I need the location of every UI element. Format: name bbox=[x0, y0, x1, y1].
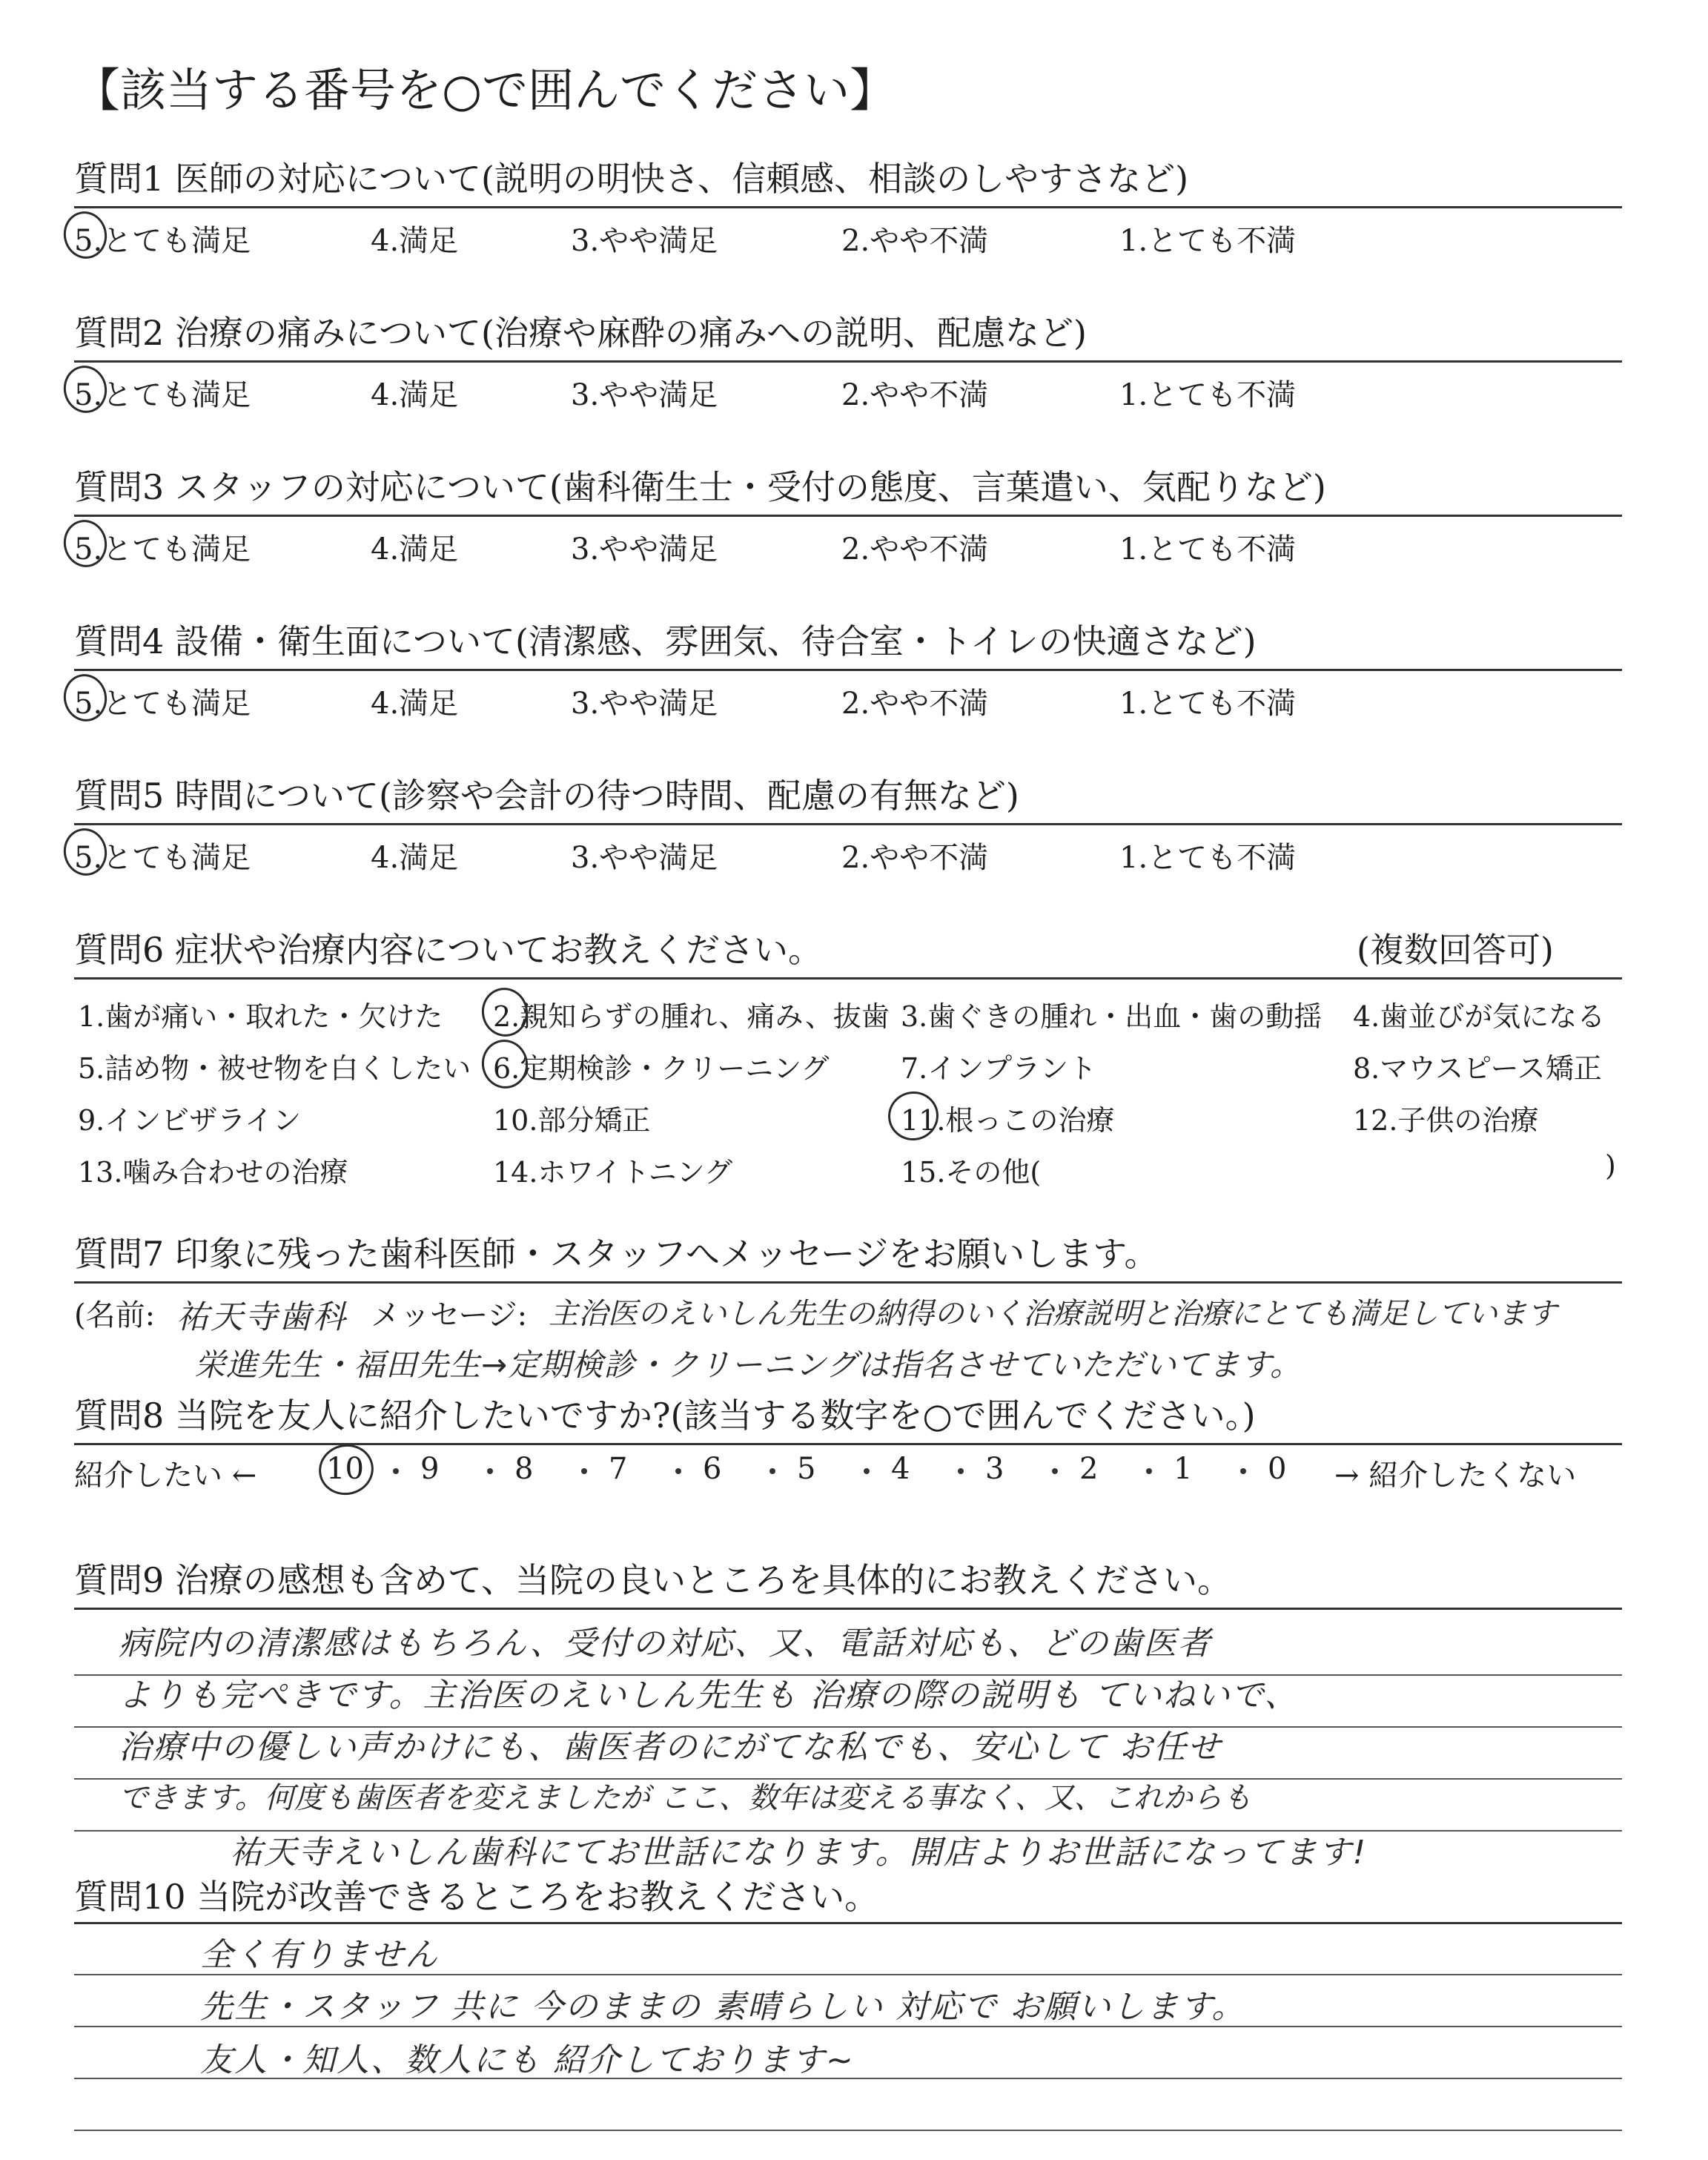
q3-option-1[interactable]: 1.とても不満 bbox=[1119, 532, 1297, 567]
q7-heading: 質問7 印象に残った歯科医師・スタッフへメッセージをお願いします。 bbox=[74, 1234, 1159, 1274]
q2-rule bbox=[74, 360, 1622, 363]
q3-rule bbox=[74, 515, 1622, 517]
q8-scale-1[interactable]: 1 bbox=[1174, 1452, 1193, 1486]
q8-scale-3[interactable]: 3 bbox=[985, 1452, 1004, 1486]
q8-scale-separator bbox=[581, 1468, 587, 1474]
q6-item-1[interactable]: 1.歯が痛い・取れた・欠けた bbox=[78, 1000, 443, 1033]
q6-item-10[interactable]: 10.部分矯正 bbox=[493, 1104, 651, 1137]
q1-option-3[interactable]: 3.やや満足 bbox=[571, 224, 718, 258]
q8-scale-7[interactable]: 7 bbox=[609, 1452, 628, 1486]
q6-other-close-paren: ) bbox=[1605, 1149, 1616, 1182]
q6-item-2[interactable]: 2.親知らずの腫れ、痛み、抜歯 bbox=[493, 1000, 890, 1033]
q5-option-4[interactable]: 4.満足 bbox=[371, 841, 459, 875]
q4-option-5[interactable]: 5.とても満足 bbox=[74, 687, 251, 721]
q5-option-1[interactable]: 1.とても不満 bbox=[1119, 841, 1297, 875]
q3-option-2[interactable]: 2.やや不満 bbox=[841, 532, 989, 567]
q9-answer-line-1: 病院内の清潔感はもちろん、受付の対応、又、電話対応も、どの歯医者 bbox=[119, 1625, 1212, 1662]
q4-rule bbox=[74, 669, 1622, 671]
q6-item-9[interactable]: 9.インビザライン bbox=[78, 1104, 302, 1137]
q8-right-label: → 紹介したくない bbox=[1334, 1459, 1577, 1493]
q6-item-7[interactable]: 7.インプラント bbox=[901, 1052, 1097, 1085]
q10-answer-line-1: 全く有りません bbox=[200, 1936, 439, 1974]
q3-option-3[interactable]: 3.やや満足 bbox=[571, 532, 718, 567]
q8-scale-10[interactable]: 10 bbox=[326, 1452, 364, 1486]
q6-item-11[interactable]: 11.根っこの治療 bbox=[901, 1104, 1115, 1137]
q2-heading: 質問2 治療の痛みについて(治療や麻酔の痛みへの説明、配慮など) bbox=[74, 313, 1087, 353]
q4-heading: 質問4 設備・衛生面について(清潔感、雰囲気、待合室・トイレの快適さなど) bbox=[74, 621, 1257, 661]
q6-item-5[interactable]: 5.詰め物・被せ物を白くしたい bbox=[78, 1052, 471, 1085]
q8-scale-separator bbox=[1052, 1468, 1058, 1474]
q8-scale-separator bbox=[1240, 1468, 1246, 1474]
q7-name-label: (名前: bbox=[74, 1298, 156, 1332]
q4-option-1[interactable]: 1.とても不満 bbox=[1119, 687, 1297, 721]
q2-option-2[interactable]: 2.やや不満 bbox=[841, 378, 989, 412]
q10-heading: 質問10 当院が改善できるところをお教えください。 bbox=[74, 1877, 879, 1917]
q9-answer-line-5: 祐天寺えいしん歯科にてお世話になります。開店よりお世話になってます! bbox=[230, 1834, 1368, 1872]
q1-rule bbox=[74, 206, 1622, 208]
q1-option-4[interactable]: 4.満足 bbox=[371, 224, 459, 258]
q7-rule bbox=[74, 1281, 1622, 1284]
q1-heading: 質問1 医師の対応について(説明の明快さ、信頼感、相談のしやすさなど) bbox=[74, 159, 1189, 199]
q4-option-2[interactable]: 2.やや不満 bbox=[841, 687, 989, 721]
q6-rule bbox=[74, 977, 1622, 980]
q8-scale-separator bbox=[769, 1468, 775, 1474]
q8-scale-separator bbox=[487, 1468, 493, 1474]
q6-item-4[interactable]: 4.歯並びが気になる bbox=[1353, 1000, 1606, 1033]
q10-answer-line-3: 友人・知人、数人にも 紹介しております~ bbox=[200, 2041, 855, 2079]
q9-rule bbox=[74, 1608, 1622, 1610]
q8-scale-4[interactable]: 4 bbox=[891, 1452, 910, 1486]
q3-heading: 質問3 スタッフの対応について(歯科衛生士・受付の態度、言葉遣い、気配りなど) bbox=[74, 467, 1326, 507]
q2-option-1[interactable]: 1.とても不満 bbox=[1119, 378, 1297, 412]
q3-option-4[interactable]: 4.満足 bbox=[371, 532, 459, 567]
q8-scale-0[interactable]: 0 bbox=[1268, 1452, 1287, 1486]
q10-rule bbox=[74, 1922, 1622, 1924]
q4-option-4[interactable]: 4.満足 bbox=[371, 687, 459, 721]
q1-option-2[interactable]: 2.やや不満 bbox=[841, 224, 989, 258]
q5-option-5[interactable]: 5.とても満足 bbox=[74, 841, 251, 875]
q2-option-4[interactable]: 4.満足 bbox=[371, 378, 459, 412]
instruction-title: 【該当する番号を○で囲んでください】 bbox=[74, 63, 896, 117]
q7-message-label: メッセージ: bbox=[371, 1298, 528, 1332]
q1-option-5[interactable]: 5.とても満足 bbox=[74, 224, 251, 258]
q9-answer-line-2: よりも完ぺきです。主治医のえいしん先生も 治療の際の説明も ていねいで、 bbox=[119, 1677, 1299, 1714]
q5-rule bbox=[74, 823, 1622, 825]
q9-answer-line-3: 治療中の優しい声かけにも、歯医者のにがてな私でも、安心して お任せ bbox=[119, 1728, 1222, 1766]
q7-name-value: 祐天寺歯科 bbox=[176, 1298, 347, 1336]
q8-rule bbox=[74, 1443, 1622, 1445]
q8-scale-2[interactable]: 2 bbox=[1079, 1452, 1099, 1486]
q6-item-6[interactable]: 6.定期検診・クリーニング bbox=[493, 1052, 830, 1085]
q6-item-13[interactable]: 13.噛み合わせの治療 bbox=[78, 1156, 348, 1189]
q4-option-3[interactable]: 3.やや満足 bbox=[571, 687, 718, 721]
q2-option-5[interactable]: 5.とても満足 bbox=[74, 378, 251, 412]
q7-message-line-1: 主治医のえいしん先生の納得のいく治療説明と治療にとても満足しています bbox=[549, 1297, 1557, 1331]
q8-selection-circle bbox=[314, 1439, 379, 1500]
q6-multiple-note: (複数回答可) bbox=[1357, 930, 1554, 970]
q5-heading: 質問5 時間について(診察や会計の待つ時間、配慮の有無など) bbox=[74, 776, 1019, 816]
q9-heading: 質問9 治療の感想も含めて、当院の良いところを具体的にお教えください。 bbox=[74, 1560, 1231, 1600]
q2-option-3[interactable]: 3.やや満足 bbox=[571, 378, 718, 412]
q9-answer-line-4: できます。何度も歯医者を変えましたが ここ、数年は変える事なく、又、これからも bbox=[119, 1781, 1252, 1815]
q1-option-1[interactable]: 1.とても不満 bbox=[1119, 224, 1297, 258]
q8-scale-8[interactable]: 8 bbox=[514, 1452, 534, 1486]
q8-scale-separator bbox=[1146, 1468, 1152, 1474]
q5-option-2[interactable]: 2.やや不満 bbox=[841, 841, 989, 875]
q6-item-15[interactable]: 15.その他( bbox=[901, 1156, 1042, 1189]
q6-item-12[interactable]: 12.子供の治療 bbox=[1353, 1104, 1539, 1137]
q8-scale-6[interactable]: 6 bbox=[703, 1452, 722, 1486]
q6-heading: 質問6 症状や治療内容についてお教えください。 bbox=[74, 930, 822, 970]
q8-scale-separator bbox=[864, 1468, 870, 1474]
q8-scale-separator bbox=[958, 1468, 964, 1474]
q10-answer-line-2: 先生・スタッフ 共に 今のままの 素晴らしい 対応で お願いします。 bbox=[200, 1988, 1246, 2026]
q6-item-3[interactable]: 3.歯ぐきの腫れ・出血・歯の動揺 bbox=[901, 1000, 1323, 1033]
q7-message-line-2: 栄進先生・福田先生→定期検診・クリーニングは指名させていただいてます。 bbox=[194, 1347, 1302, 1383]
q8-scale-5[interactable]: 5 bbox=[797, 1452, 816, 1486]
q5-option-3[interactable]: 3.やや満足 bbox=[571, 841, 718, 875]
q8-scale-separator bbox=[675, 1468, 681, 1474]
q8-scale-9[interactable]: 9 bbox=[420, 1452, 440, 1486]
q8-scale-separator bbox=[393, 1468, 399, 1474]
q8-heading: 質問8 当院を友人に紹介したいですか?(該当する数字を○で囲んでください。) bbox=[74, 1396, 1256, 1436]
q8-left-label: 紹介したい ← bbox=[74, 1459, 257, 1493]
q6-item-14[interactable]: 14.ホワイトニング bbox=[493, 1156, 733, 1189]
q10-writing-line-4 bbox=[74, 2130, 1622, 2131]
q3-option-5[interactable]: 5.とても満足 bbox=[74, 532, 251, 567]
q6-item-8[interactable]: 8.マウスピース矯正 bbox=[1353, 1052, 1602, 1085]
